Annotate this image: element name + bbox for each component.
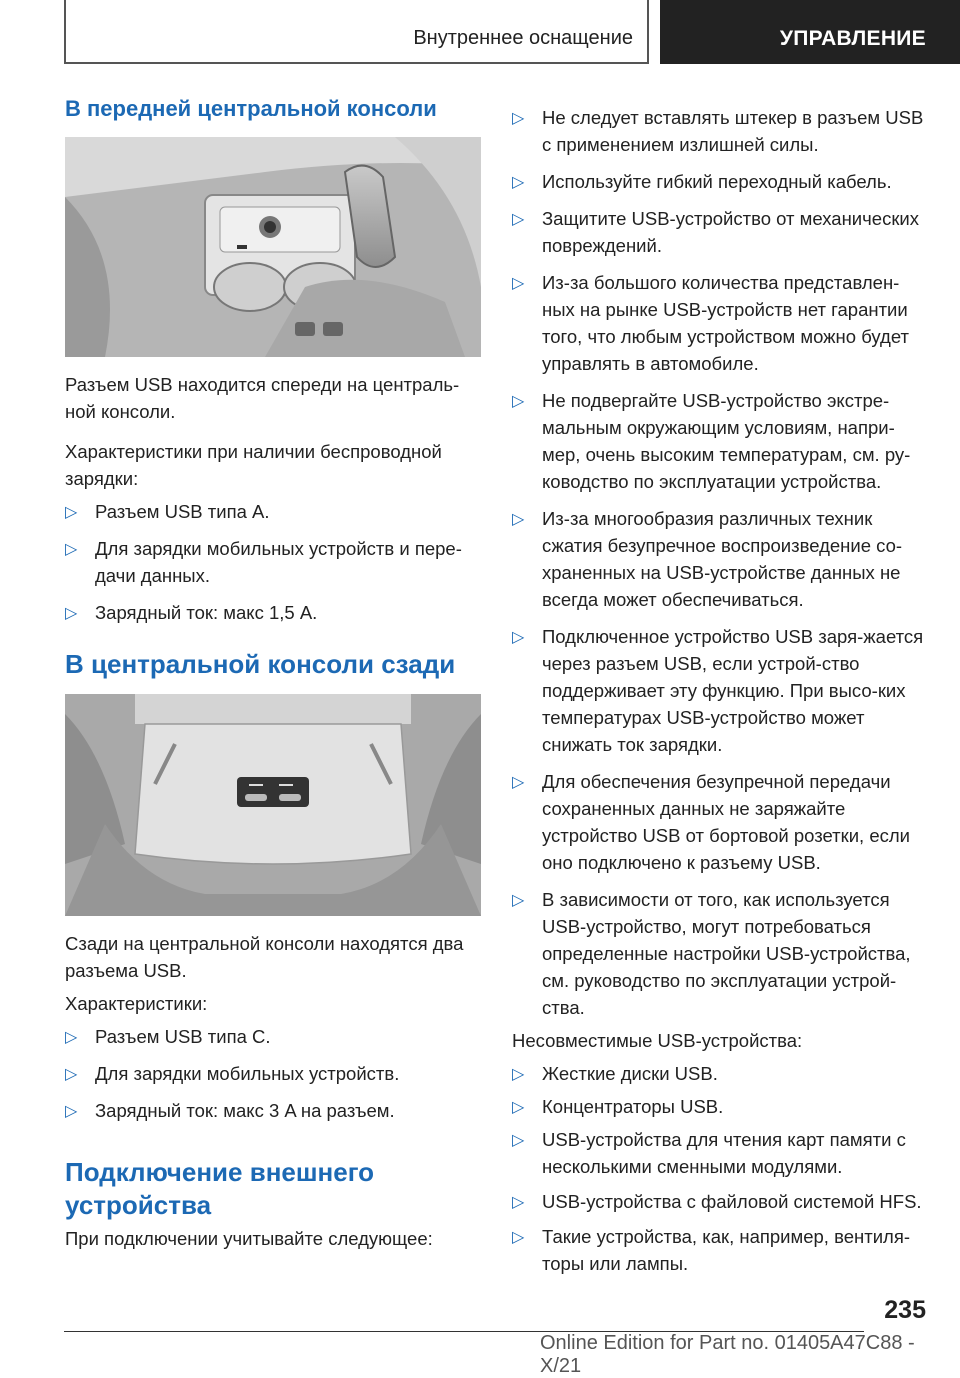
triangle-right-icon: ▷ xyxy=(65,604,78,622)
triangle-right-icon: ▷ xyxy=(512,892,525,909)
incompatible-list xyxy=(512,1060,932,1277)
triangle-right-icon: ▷ xyxy=(65,503,78,521)
left-column xyxy=(65,95,485,1252)
list-item: ▷ Зарядный ток: макс 1,5 A. xyxy=(65,599,485,626)
front-console-intro: Разъем USB находится спереди на централь‐ной консоли. xyxy=(65,373,460,422)
rear-console-usb-illustration xyxy=(65,694,481,916)
footer-edition: Online Edition for Part no. 01405A47C88 - X/21 xyxy=(540,1332,915,1377)
front-console-features-list xyxy=(65,498,485,626)
triangle-right-icon: ▷ xyxy=(65,1029,78,1046)
incompatible-label: Несовместимые USB-устройства: xyxy=(512,1030,803,1051)
triangle-right-icon: ▷ xyxy=(512,1229,525,1246)
triangle-right-icon: ▷ xyxy=(65,540,78,558)
triangle-right-icon: ▷ xyxy=(512,511,525,528)
rear-console-heading: В центральной консоли сзади xyxy=(65,648,456,679)
list-item: ▷ Из-за многообразия различных техник сжатия безупречное воспроизведение со‐храненных на USB-устройстве данных не всегда может обеспечиваться. xyxy=(512,508,903,610)
list-item: ▷ Используйте гибкий переходный кабель. xyxy=(512,168,932,195)
triangle-right-icon: ▷ xyxy=(512,393,525,410)
list-item: ▷ Разъем USB типа A. xyxy=(65,498,485,525)
header-chapter-title: УПРАВЛЕНИЕ xyxy=(660,0,960,64)
list-item: ▷ USB-устройства с файловой системой HFS. xyxy=(512,1188,932,1215)
list-item: ▷ Из-за большого количества представлен‐ных на рынке USB-устройств нет гарантии того, что любым устройством можно будет управлять в автомобиле. xyxy=(512,272,909,374)
triangle-right-icon: ▷ xyxy=(512,1099,525,1116)
list-item: ▷ Такие устройства, как, например, вентиля‐торы или лампы. xyxy=(512,1226,910,1274)
list-item: ▷ В зависимости от того, как используется USB-устройство, могут потребоваться определенные настройки USB-устройства, см. руководство по эксплуатации устрой‐ства. xyxy=(512,889,911,1018)
rear-console-features-list xyxy=(65,1023,485,1124)
list-item: ▷ Защитите USB-устройство от механических повреждений. xyxy=(512,208,920,256)
front-console-features-label: Характеристики при наличии беспроводной зарядки: xyxy=(65,440,442,489)
header-section-title: Внутреннее оснащение xyxy=(413,27,633,49)
triangle-right-icon: ▷ xyxy=(65,1103,78,1120)
external-device-notes-list xyxy=(512,104,932,1021)
list-item: ▷ Не подвергайте USB-устройство экстре‐мальным окружающим условиям, напри‐мер, очень высоким температурам, см. ру‐ководство по эксплуатации устройства. xyxy=(512,390,911,492)
external-device-intro: При подключении учитывайте следующее: xyxy=(65,1228,433,1249)
list-item: ▷ Разъем USB типа C. xyxy=(65,1023,485,1050)
rear-console-intro: Сзади на центральной консоли находятся два разъема USB. xyxy=(65,933,464,981)
list-item: ▷ Подключенное устройство USB заря‐жается через разъем USB, если устрой‐ство поддерживает эту функцию. При высо‐ких температурах USB-устройство может снижать ток зарядки. xyxy=(512,626,924,755)
header-frame xyxy=(64,0,649,64)
list-item: ▷ Для зарядки мобильных устройств. xyxy=(65,1060,485,1087)
list-item: ▷ Не следует вставлять штекер в разъем USB с применением излишней силы. xyxy=(512,107,924,155)
list-item: ▷ Для зарядки мобильных устройств и пере‐дачи данных. xyxy=(65,537,462,586)
triangle-right-icon: ▷ xyxy=(512,211,525,228)
front-console-usb-illustration xyxy=(65,137,481,357)
triangle-right-icon: ▷ xyxy=(512,774,525,791)
external-device-heading: Подключение внешнего устройства xyxy=(65,1157,375,1220)
triangle-right-icon: ▷ xyxy=(512,275,525,292)
page-number: 235 xyxy=(884,1296,926,1324)
front-console-heading: В передней центральной консоли xyxy=(65,96,437,121)
list-item: ▷ Концентраторы USB. xyxy=(512,1093,932,1120)
right-column xyxy=(512,104,932,1277)
triangle-right-icon: ▷ xyxy=(512,1066,525,1083)
list-item: ▷ USB-устройства для чтения карт памяти с несколькими сменными модулями. xyxy=(512,1129,906,1177)
triangle-right-icon: ▷ xyxy=(512,1194,525,1211)
triangle-right-icon: ▷ xyxy=(512,629,525,646)
triangle-right-icon: ▷ xyxy=(512,110,525,127)
list-item: ▷ Для обеспечения безупречной передачи сохраненных данных не заряжайте устройство USB от бортовой розетки, если оно подключено к разъему USB. xyxy=(512,771,910,873)
rear-console-features-label: Характеристики: xyxy=(65,993,208,1014)
triangle-right-icon: ▷ xyxy=(512,174,525,191)
list-item: ▷ Зарядный ток: макс 3 A на разъем. xyxy=(65,1097,485,1124)
list-item: ▷ Жесткие диски USB. xyxy=(512,1060,932,1087)
triangle-right-icon: ▷ xyxy=(512,1132,525,1149)
triangle-right-icon: ▷ xyxy=(65,1066,78,1083)
